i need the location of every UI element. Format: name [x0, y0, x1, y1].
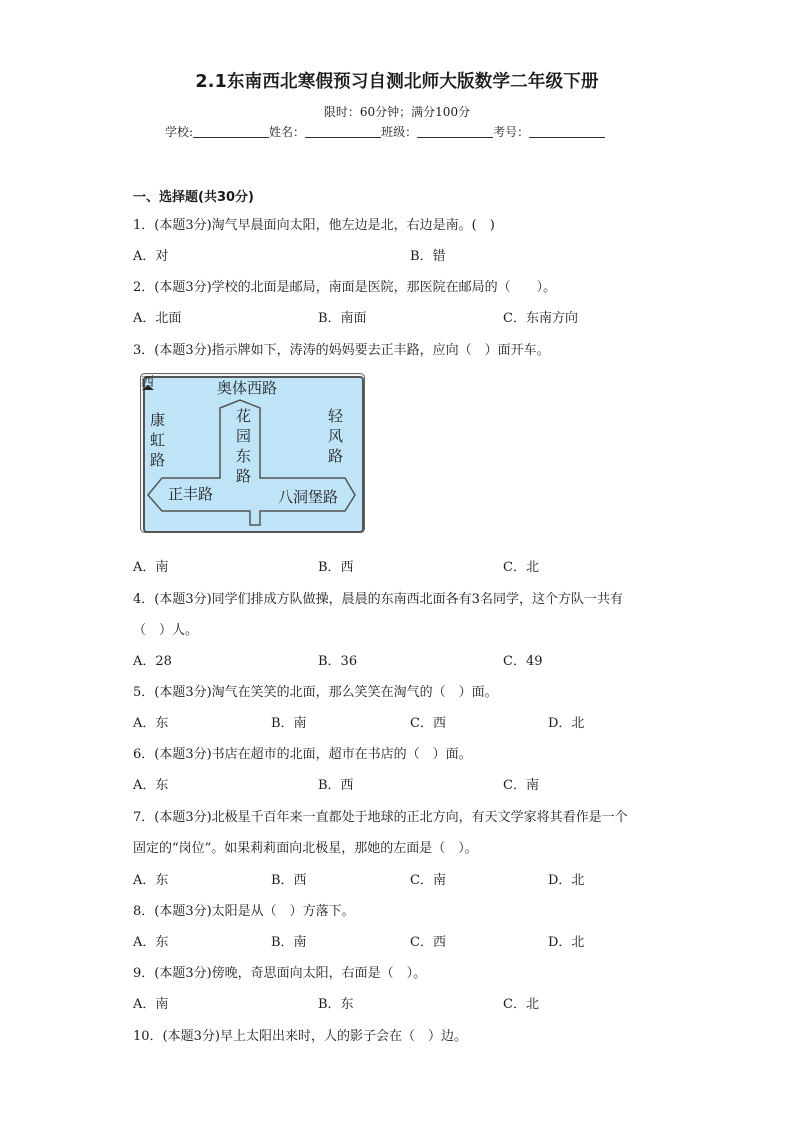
q4-option-b[interactable]: B．36 [318, 654, 358, 669]
q7-option-a[interactable]: A．东 [133, 873, 169, 888]
time-score-info: 限时：60分钟；满分100分 [323, 105, 471, 119]
road-left-char-3: 路 [150, 451, 166, 469]
q9-option-c[interactable]: C．北 [503, 997, 539, 1012]
section-title: 一、选择题(共30分) [133, 190, 254, 205]
q7-option-c[interactable]: C．南 [410, 873, 446, 888]
road-right-char-3: 路 [328, 447, 344, 465]
q6-option-b[interactable]: B．西 [318, 778, 354, 793]
question-4-line-2: （ ）人。 [133, 623, 199, 638]
name-blank[interactable] [305, 125, 381, 138]
school-label: 学校: [165, 125, 194, 139]
name-label: 姓名： [269, 125, 306, 139]
q3-option-b[interactable]: B．西 [318, 560, 354, 575]
q8-option-a[interactable]: A．东 [133, 935, 169, 950]
road-right-char-2: 风 [328, 427, 344, 445]
page-title: 2.1东南西北寒假预习自测北师大版数学二年级下册 [195, 72, 599, 92]
question-10: 10．(本题3分)早上太阳出来时，人的影子会在（ ）边。 [133, 1029, 467, 1044]
road-right-char-1: 轻 [328, 407, 344, 425]
sign-direction-label: 西 [141, 375, 155, 390]
class-label: 班级： [381, 125, 418, 139]
q3-option-a[interactable]: A．南 [133, 560, 169, 575]
question-4-line-1: 4．(本题3分)同学们排成方队做操，晨晨的东南西北面各有3名同学，这个方队一共有 [133, 592, 623, 607]
q9-option-b[interactable]: B．东 [318, 997, 354, 1012]
q2-option-a[interactable]: A．北面 [133, 311, 182, 326]
question-9: 9．(本题3分)傍晚，奇思面向太阳，右面是（ ）。 [133, 966, 427, 981]
school-blank[interactable] [193, 125, 269, 138]
question-5: 5．(本题3分)淘气在笑笑的北面，那么笑笑在淘气的（ ）面。 [133, 685, 498, 700]
road-top-label: 奥体西路 [217, 379, 278, 397]
q5-option-d[interactable]: D．北 [548, 716, 585, 731]
road-left-char-1: 康 [150, 411, 166, 429]
q6-option-a[interactable]: A．东 [133, 778, 169, 793]
question-2: 2．(本题3分)学校的北面是邮局，南面是医院，那医院在邮局的（ ）。 [133, 280, 557, 295]
question-1: 1．(本题3分)淘气早晨面向太阳，他左边是北，右边是南。( ) [133, 218, 495, 233]
student-info-line [165, 123, 605, 140]
road-center-char-4: 路 [236, 467, 252, 485]
road-center-char-1: 花 [236, 407, 252, 425]
q2-option-b[interactable]: B．南面 [318, 311, 367, 326]
question-7-line-2: 固定的“岗位”。如果莉莉面向北极星，那她的左面是（ ）。 [133, 841, 478, 856]
road-center-char-3: 东 [236, 447, 252, 465]
road-sign-svg [140, 373, 365, 533]
question-7-line-1: 7．(本题3分)北极星千百年来一直都处于地球的正北方向，有天文学家将其看作是一个 [133, 810, 628, 825]
q7-option-b[interactable]: B．西 [271, 873, 307, 888]
q2-option-c[interactable]: C．东南方向 [503, 311, 578, 326]
q6-option-c[interactable]: C．南 [503, 778, 539, 793]
road-bottom-right-label: 八洞堡路 [278, 488, 339, 506]
question-3: 3．(本题3分)指示牌如下，涛涛的妈妈要去正丰路，应向（ ）面开车。 [133, 343, 550, 358]
q5-option-b[interactable]: B．南 [271, 716, 307, 731]
road-center-char-2: 园 [236, 427, 252, 445]
q5-option-a[interactable]: A．东 [133, 716, 169, 731]
q8-option-c[interactable]: C．西 [410, 935, 446, 950]
question-8: 8．(本题3分)太阳是从（ ）方落下。 [133, 904, 355, 919]
q3-option-c[interactable]: C．北 [503, 560, 539, 575]
q7-option-d[interactable]: D．北 [548, 873, 585, 888]
id-blank[interactable] [529, 125, 605, 138]
q4-option-c[interactable]: C．49 [503, 654, 543, 669]
road-sign-figure [140, 373, 365, 533]
class-blank[interactable] [417, 125, 493, 138]
q8-option-d[interactable]: D．北 [548, 935, 585, 950]
id-label: 考号： [493, 125, 530, 139]
q1-option-b[interactable]: B．错 [410, 249, 446, 264]
q8-option-b[interactable]: B．南 [271, 935, 307, 950]
q4-option-a[interactable]: A．28 [133, 654, 172, 669]
q5-option-c[interactable]: C．西 [410, 716, 446, 731]
q9-option-a[interactable]: A．南 [133, 997, 169, 1012]
q1-option-a[interactable]: A．对 [133, 249, 169, 264]
road-bottom-left-label: 正丰路 [168, 485, 214, 503]
question-6: 6．(本题3分)书店在超市的北面，超市在书店的（ ）面。 [133, 747, 472, 762]
road-left-char-2: 虹 [150, 431, 166, 449]
